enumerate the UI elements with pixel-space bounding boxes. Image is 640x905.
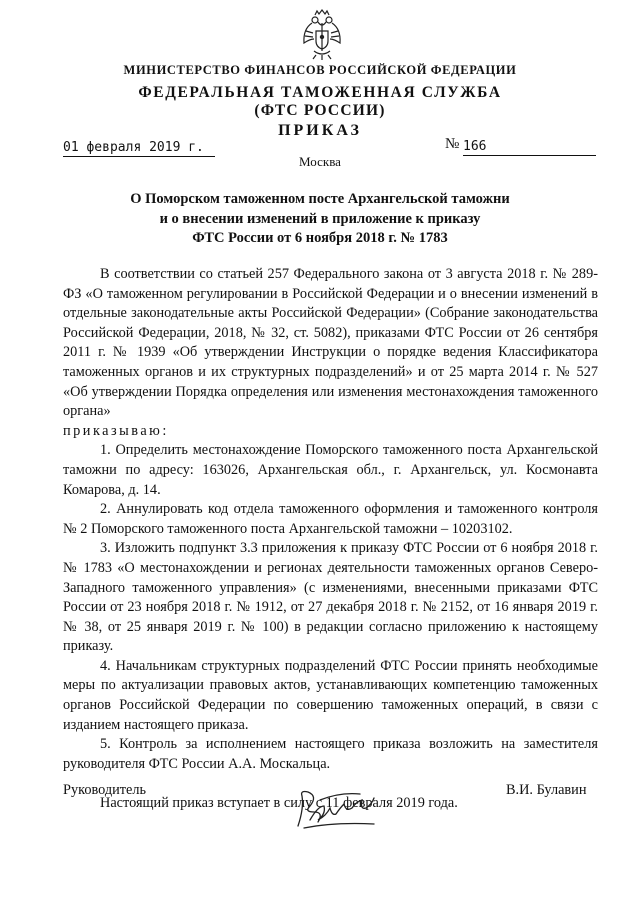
signer-name: В.И. Булавин xyxy=(506,782,587,798)
title-line: О Поморском таможенном посте Архангельской таможни xyxy=(130,191,510,207)
title-line: ФТС России от 6 ноября 2018 г. № 1783 xyxy=(192,230,448,246)
service-name: ФЕДЕРАЛЬНАЯ ТАМОЖЕННАЯ СЛУЖБА xyxy=(138,84,502,101)
title-line: и о внесении изменений в приложение к приказу xyxy=(159,210,481,227)
city: Москва xyxy=(299,154,341,169)
signer-role: Руководитель xyxy=(63,782,147,798)
order-number-label: № xyxy=(445,136,460,152)
order-title xyxy=(0,190,640,249)
order-body xyxy=(63,265,598,814)
preamble-paragraph: В соответствии со статьей 257 Федерального закона от 3 августа 2018 г. № 289-ФЗ «О таможенном регулировании в Российской Федерации и о внесении изменений в отдельные законодательные акты Российской Федерации» (Собрание законодательства Российской Федерации, 2018, № 32, ст. 5082), приказами ФТС России от 26 сентября 2011 г. № 1939 «Об утверждении Инструкции о порядке ведения Классификатора таможенных органов и их структурных подразделений» и от 25 марта 2014 г. № 527 «Об утверждении Порядка определения или изменения местонахождения таможенного органа» xyxy=(63,266,598,420)
order-number: 166 xyxy=(463,139,596,156)
order-item: 4. Начальникам структурных подразделений ФТС России принять необходимые меры по актуализации правовых актов, устанавливающих компетенцию таможенных органов Российской Федерации по совершению таможенных операций, в связи с изданием настоящего приказа. xyxy=(63,657,598,733)
order-item: 3. Изложить подпункт 3.3 приложения к приказу ФТС России от 6 ноября 2018 г. № 1783 «О местонахождении и регионах деятельности таможенных органов Северо-Западного таможенного управления» (с изменениями, внесенными приказами ФТС России от 23 ноября 2018 г. № 1912, от 27 декабря 2018 г. № 2152, от 16 января 2019 г. № 38, от 25 января 2019 г. № 100) в редакции согласно приложению к настоящему приказу. xyxy=(63,540,598,655)
effective-date-paragraph: Настоящий приказ вступает в силу с 11 февраля 2019 года. xyxy=(100,795,458,812)
coat-of-arms-icon xyxy=(302,9,342,61)
handwritten-signature xyxy=(290,780,390,836)
order-date: 01 февраля 2019 г. xyxy=(63,140,215,157)
service-abbreviation: (ФТС РОССИИ) xyxy=(254,102,386,119)
document-type: ПРИКАЗ xyxy=(278,122,362,139)
order-item: 2. Аннулировать код отдела таможенного оформления и таможенного контроля № 2 Поморского таможенного поста Архангельской таможни – 10203102. xyxy=(63,501,598,537)
ministry-name: МИНИСТЕРСТВО ФИНАНСОВ РОССИЙСКОЙ ФЕДЕРАЦИИ xyxy=(123,63,517,77)
order-word: приказываю: xyxy=(63,422,169,439)
order-item: 5. Контроль за исполнением настоящего приказа возложить на заместителя руководителя ФТС России А.А. Москальца. xyxy=(63,736,598,772)
order-item: 1. Определить местонахождение Поморского таможенного поста Архангельской таможни по адресу: 163026, Архангельская обл., г. Архангельск, ул. Космонавта Комарова, д. 14. xyxy=(63,442,598,498)
